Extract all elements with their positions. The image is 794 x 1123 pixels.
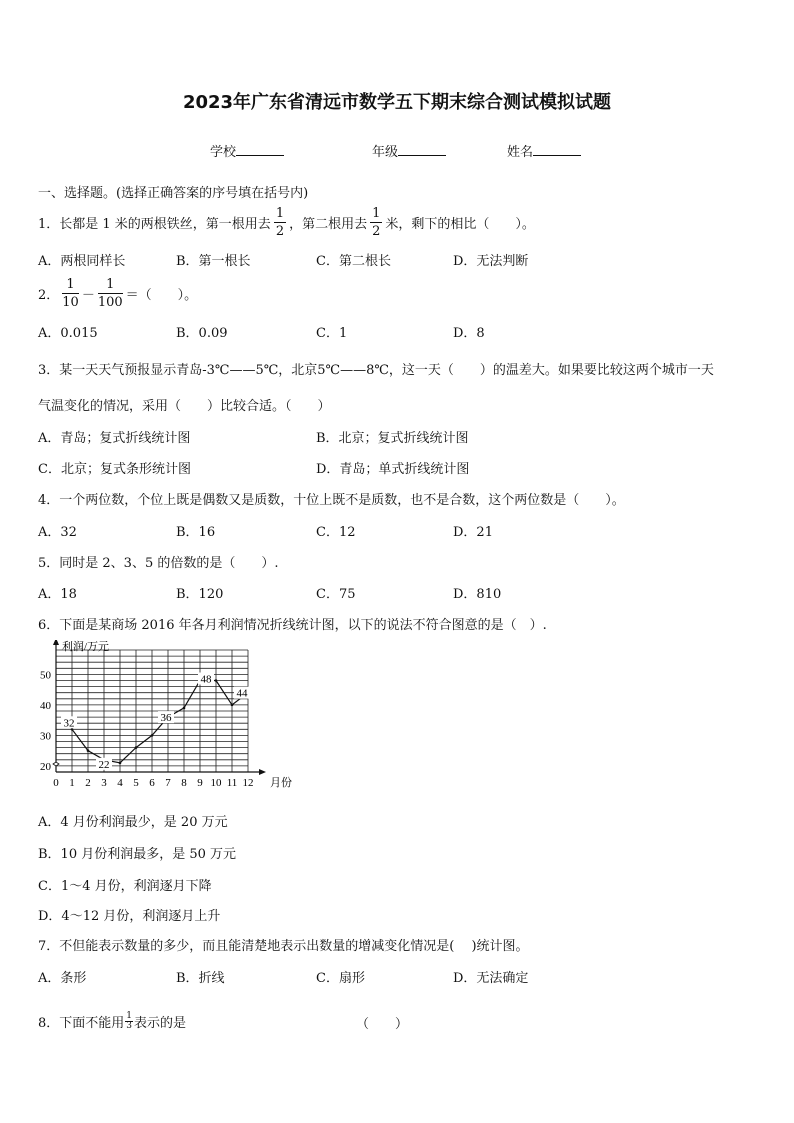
data-point [231,704,234,707]
q5-option-c[interactable]: C．75 [316,587,356,602]
q2-option-d[interactable]: D．8 [453,326,485,341]
q2-number: 2． [38,287,60,303]
q1-text-a: 1．长都是 1 米的两根铁丝，第一根用去 [38,216,271,232]
data-point [119,762,122,765]
q1-fraction-1 [274,207,286,238]
grade-field[interactable] [372,141,446,160]
q1-frac2-den: 2 [372,223,381,239]
q7-option-b[interactable]: B．折线 [176,971,225,986]
data-point [135,746,138,749]
q2-fraction-1 [62,278,79,309]
q6-option-d[interactable]: D．4～12 月份，利润逐月上升 [38,909,221,924]
name-blank[interactable] [533,143,581,156]
x-tick-label: 7 [165,777,171,789]
q1-option-b[interactable]: B．第一根长 [176,254,251,269]
question-8 [38,1006,186,1036]
q2-option-c[interactable]: C．1 [316,326,348,341]
name-label: 姓名 [507,145,534,160]
chart-grid [56,650,248,772]
x-tick-label: 4 [117,777,123,789]
q2-frac2-den: 100 [97,294,123,310]
q2-tail: ＝（ ）。 [125,287,198,303]
q1-option-a[interactable]: A．两根同样长 [38,254,126,269]
data-label: 32 [63,717,75,730]
q1-frac1-num: 1 [275,205,285,221]
data-point [215,679,218,682]
q1-option-d[interactable]: D．无法判断 [453,254,529,269]
q3-option-d[interactable]: D．青岛；单式折线统计图 [316,462,470,477]
question-2 [38,274,197,312]
q1-frac2-num: 1 [372,205,381,221]
q8-answer-paren: （ ） [356,1017,409,1032]
q6-option-a[interactable]: A．4 月份利润最少，是 20 万元 [38,815,228,830]
q5-option-d[interactable]: D．810 [453,587,502,602]
q3-option-a[interactable]: A．青岛；复式折线统计图 [38,431,191,446]
q4-text: 4．一个两位数，个位上既是偶数又是质数，十位上既不是质数，也不是合数，这个两位数是（ ）。 [38,493,625,508]
data-point [183,707,186,710]
q1-text-b: ，第二根用去 [289,216,368,232]
page-title: 2023年广东省清远市数学五下期末综合测试模拟试题 [182,92,612,113]
y-axis-title: 利润/万元 [62,641,110,653]
school-field[interactable] [210,141,284,160]
q8-text-a: 8．下面不能用 [38,1015,125,1031]
q1-fraction-2 [370,207,382,238]
q2-option-b[interactable]: B．0.09 [176,326,228,341]
chart-axes [53,640,266,775]
q1-text-c: 米，剩下的相比（ ）。 [385,216,535,232]
q3-option-c[interactable]: C．北京；复式条形统计图 [38,462,191,477]
q7-option-d[interactable]: D．无法确定 [453,971,529,986]
x-tick-label: 9 [197,777,203,789]
y-tick-label: 20 [40,760,51,773]
q3-line-2: 气温变化的情况，采用（ ）比较合适。（ ） [38,399,331,414]
x-tick-label: 2 [85,777,91,789]
q8-fraction [125,1012,133,1031]
q6-text: 6．下面是某商场 2016 年各月利润情况折线统计图，以下的说法不符合图意的是（ ）. [38,618,547,633]
y-axis-arrow [53,640,59,645]
q2-frac1-den: 10 [62,294,79,310]
school-blank[interactable] [236,143,284,156]
q2-frac1-num: 1 [62,278,79,294]
x-tick-label: 6 [149,777,155,789]
q2-minus: － [81,287,95,303]
data-point [151,734,154,737]
school-label: 学校 [210,145,237,160]
q7-option-a[interactable]: A．条形 [38,971,87,986]
x-tick-label: 8 [181,777,187,789]
x-tick-label: 11 [226,777,238,789]
grade-label: 年级 [372,145,399,160]
q4-option-d[interactable]: D．21 [453,525,493,540]
x-tick-label: 12 [242,777,254,789]
x-axis-arrow [259,769,266,775]
q5-text: 5．同时是 2、3、5 的倍数的是（ ）. [38,556,279,571]
q2-option-a[interactable]: A．0.015 [38,326,98,341]
x-tick-label: 0 [53,777,59,789]
q8-frac-den: 3 [126,1020,133,1031]
q5-option-a[interactable]: A．18 [38,587,77,602]
q5-option-b[interactable]: B．120 [176,587,224,602]
q2-fraction-2 [98,278,123,309]
y-tick-label: 30 [40,730,51,743]
grade-blank[interactable] [398,143,446,156]
y-tick-label: 50 [40,669,51,682]
x-tick-label: 1 [69,777,75,789]
x-tick-label: 5 [133,777,139,789]
q4-option-a[interactable]: A．32 [38,525,77,540]
q4-option-b[interactable]: B．16 [176,525,216,540]
q1-option-c[interactable]: C．第二根长 [316,254,391,269]
q3-line-1: 3．某一天天气预报显示青岛-3℃——5℃，北京5℃——8℃，这一天（ ）的温差大。如果要比较这两个城市一天 [38,363,714,378]
x-tick-label: 10 [210,777,222,789]
profit-line-chart [30,640,300,798]
data-label: 48 [200,673,212,686]
q8-frac-num: 1 [126,1010,133,1021]
x-tick-label: 3 [101,777,107,789]
question-1 [38,204,535,240]
data-label: 44 [236,687,248,700]
data-point [87,749,90,752]
y-axis-break-mark [53,762,59,766]
data-label: 36 [160,712,172,725]
q1-frac1-den: 2 [275,223,285,239]
data-label: 22 [98,758,110,771]
q7-option-c[interactable]: C．扇形 [316,971,365,986]
q8-text-b: 表示的是 [134,1015,187,1031]
q6-option-b[interactable]: B．10 月份利润最多，是 50 万元 [38,847,237,862]
q7-text: 7．不但能表示数量的多少，而且能清楚地表示出数量的增减变化情况是( )统计图。 [38,939,529,954]
y-tick-label: 40 [40,699,51,712]
q2-frac2-num: 1 [98,278,123,294]
section-heading: 一、选择题。(选择正确答案的序号填在括号内) [38,186,309,201]
x-axis-title: 月份 [270,777,292,789]
q6-option-c[interactable]: C．1～4 月份，利润逐月下降 [38,879,212,894]
name-field[interactable] [507,141,581,160]
q4-option-c[interactable]: C．12 [316,525,356,540]
q3-option-b[interactable]: B．北京；复式折线统计图 [316,431,469,446]
